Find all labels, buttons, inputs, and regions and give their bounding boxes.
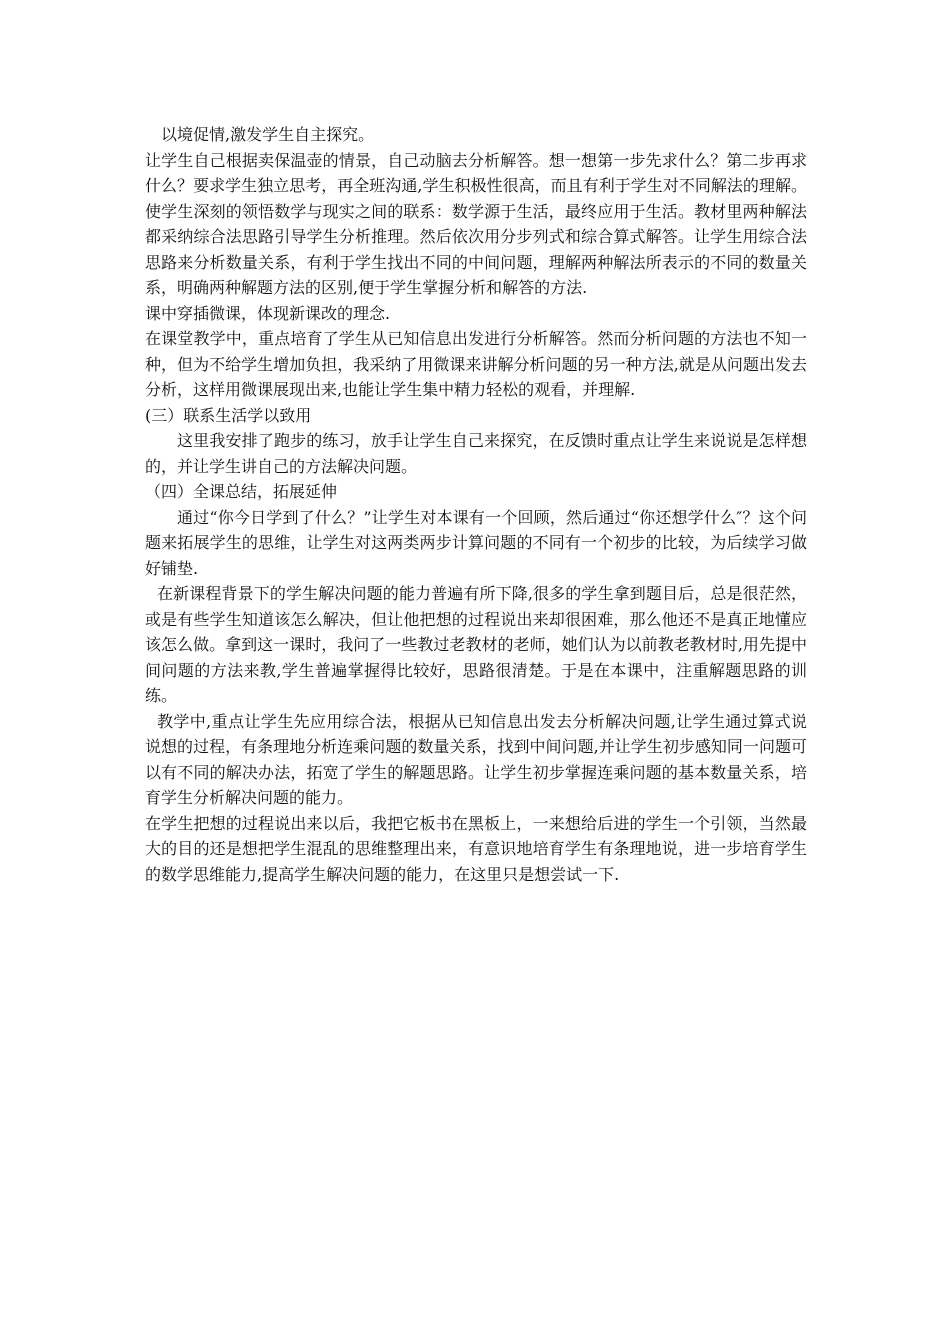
paragraph-microlesson-body: 在课堂教学中，重点培育了学生从已知信息出发进行分析解答。然而分析问题的方法也不知一种，但为不给学生增加负担，我采纳了用微课来讲解分析问题的另一种方法,就是从问题出发去分析，这样用微课展现出来,也能让学生集中精力轻松的观看，并理解. xyxy=(145,329,807,399)
section-heading-four: （四）全课总结，拓展延伸 xyxy=(145,482,338,501)
document-body xyxy=(145,122,807,887)
paragraph-situation-analysis: 让学生自己根据卖保温壶的情景，自己动脑去分析解答。想一想第一步先求什么？第二步再求什么？要求学生独立思考，再全班沟通,学生积极性很高，而且有利于学生对不同解法的理解。使学生深刻的领悟数学与现实之间的联系：数学源于生活，最终应用于生活。教材里两种解法都采纳综合法思路引导学生分析推理。然后依次用分步列式和综合算式解答。让学生用综合法思路来分析数量关系，有利于学生找出不同的中间问题，理解两种解法所表示的不同的数量关系，明确两种解题方法的区别,便于学生掌握分析和解答的方法. xyxy=(145,150,807,297)
paragraph-lesson-summary: 通过“你今日学到了什么？”让学生对本课有一个回顾，然后通过“你还想学什么″？这个问题来拓展学生的思维，让学生对这两类两步计算问题的不同有一个初步的比较，为后续学习做好铺垫. xyxy=(145,507,807,578)
paragraph-intro-heading: 以境促情,激发学生自主探究。 xyxy=(161,125,375,144)
paragraph-reflection-background: 在新课程背景下的学生解决问题的能力普遍有所下降,很多的学生拿到题目后，总是很茫然，或是有些学生知道该怎么解决，但让他把想的过程说出来却很困难，那么他还不是真正地懂应该怎么做。拿到这一课时，我问了一些教过老教材的老师，她们认为以前教老教材时,用先提中间问题的方法来教,学生普遍掌握得比较好，思路很清楚。于是在本课中，注重解题思路的训练。 xyxy=(145,584,807,705)
paragraph-microlesson-heading: 课中穿插微课，体现新课改的理念. xyxy=(145,303,391,323)
paragraph-running-practice: 这里我安排了跑步的练习，放手让学生自己来探究，在反馈时重点让学生来说说是怎样想的，并让学生讲自己的方法解决问题。 xyxy=(145,431,807,476)
section-heading-three: (三）联系生活学以致用 xyxy=(145,405,312,425)
paragraph-reflection-teaching: 教学中,重点让学生先应用综合法，根据从已知信息出发去分析解决问题,让学生通过算式说说想的过程，有条理地分析连乘问题的数量关系，找到中间问题,并让学生初步感知同一问题可以有不同的解决办法，拓宽了学生的解题思路。让学生初步掌握连乘问题的基本数量关系，培育学生分析解决问题的能力。 xyxy=(145,711,807,807)
paragraph-reflection-board: 在学生把想的过程说出来以后，我把它板书在黑板上，一来想给后进的学生一个引领，当然最大的目的还是想把学生混乱的思维整理出来，有意识地培育学生有条理地说，进一步培育学生的数学思维能力,提高学生解决问题的能力，在这里只是想尝试一下. xyxy=(145,813,807,884)
